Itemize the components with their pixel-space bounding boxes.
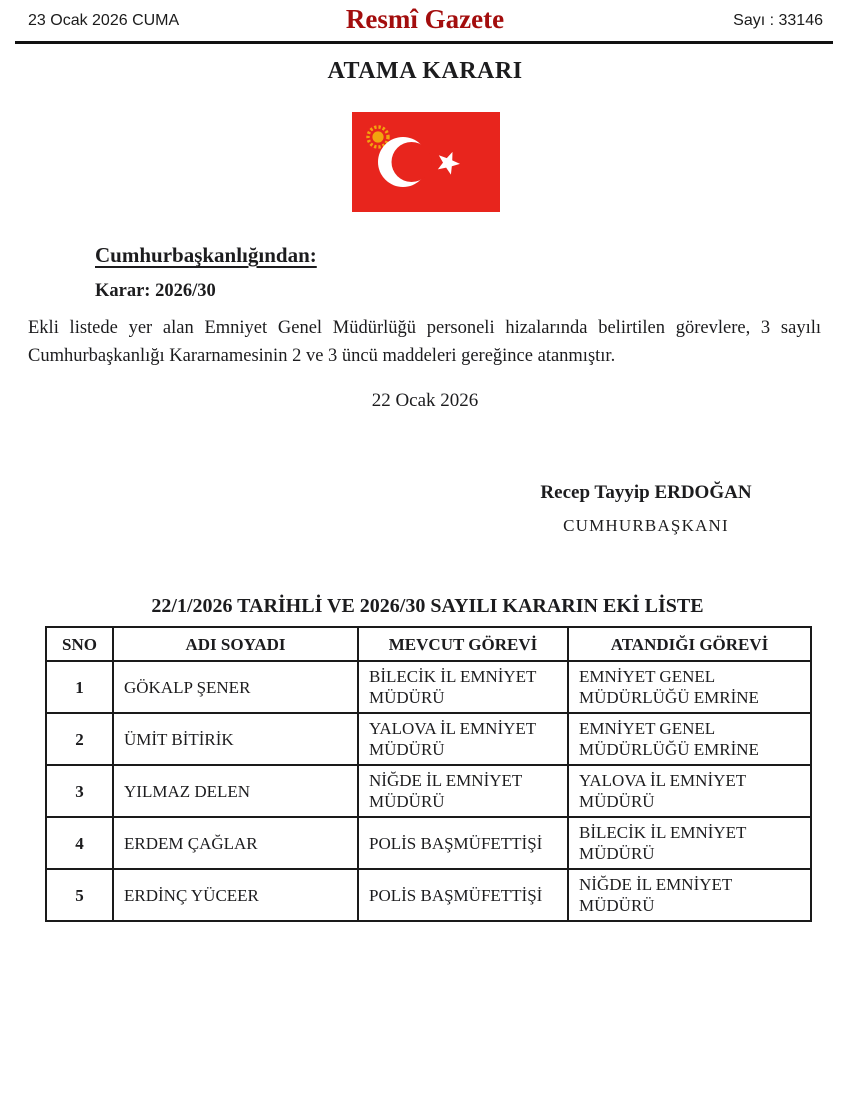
cell-assigned-duty: EMNİYET GENEL MÜDÜRLÜĞÜ EMRİNE xyxy=(568,713,811,765)
annex-table-title: 22/1/2026 TARİHLİ VE 2026/30 SAYILI KARARIN EKİ LİSTE xyxy=(151,595,704,617)
cell-current-duty: POLİS BAŞMÜFETTİŞİ xyxy=(358,869,568,921)
signatory-name: Recep Tayyip ERDOĞAN xyxy=(540,482,752,503)
annex-table xyxy=(45,626,812,922)
decree-heading: ATAMA KARARI xyxy=(327,58,523,84)
masthead-title: Resmî Gazete xyxy=(345,4,505,34)
cell-current-duty: BİLECİK İL EMNİYET MÜDÜRÜ xyxy=(358,661,568,713)
cell-name: ERDEM ÇAĞLAR xyxy=(113,817,358,869)
cell-sno: 1 xyxy=(46,661,113,713)
masthead-issue-number: Sayı : 33146 xyxy=(733,12,823,29)
decree-body-text: Ekli listede yer alan Emniyet Genel Müdürlüğü personeli hizalarında belirtilen görevlere, 3 sayılı Cumhurbaşkanlığı Kararnamesinin 2 ve 3 üncü maddeleri gereğince atanmıştır. xyxy=(28,318,821,366)
table-row xyxy=(46,661,811,713)
cell-sno: 3 xyxy=(46,765,113,817)
cell-sno: 5 xyxy=(46,869,113,921)
cell-assigned-duty: EMNİYET GENEL MÜDÜRLÜĞÜ EMRİNE xyxy=(568,661,811,713)
cell-name: YILMAZ DELEN xyxy=(113,765,358,817)
decision-date: 22 Ocak 2026 xyxy=(371,390,479,411)
cell-assigned-duty: YALOVA İL EMNİYET MÜDÜRÜ xyxy=(568,765,811,817)
cell-sno: 4 xyxy=(46,817,113,869)
flag-svg xyxy=(352,112,500,212)
column-header: ADI SOYADI xyxy=(113,627,358,661)
cell-current-duty: YALOVA İL EMNİYET MÜDÜRÜ xyxy=(358,713,568,765)
table-header-row xyxy=(46,627,811,661)
annex-table-body xyxy=(46,661,811,921)
turkish-presidential-flag-icon xyxy=(352,112,500,212)
cell-name: ÜMİT BİTİRİK xyxy=(113,713,358,765)
table-row xyxy=(46,869,811,921)
cell-assigned-duty: NİĞDE İL EMNİYET MÜDÜRÜ xyxy=(568,869,811,921)
cell-name: ERDİNÇ YÜCEER xyxy=(113,869,358,921)
cell-sno: 2 xyxy=(46,713,113,765)
cell-current-duty: POLİS BAŞMÜFETTİŞİ xyxy=(358,817,568,869)
cell-current-duty: NİĞDE İL EMNİYET MÜDÜRÜ xyxy=(358,765,568,817)
table-row xyxy=(46,713,811,765)
column-header: MEVCUT GÖREVİ xyxy=(358,627,568,661)
issuing-authority: Cumhurbaşkanlığından: xyxy=(95,243,317,267)
signatory-title: CUMHURBAŞKANI xyxy=(563,516,729,535)
table-row xyxy=(46,765,811,817)
column-header: SNO xyxy=(46,627,113,661)
cell-assigned-duty: BİLECİK İL EMNİYET MÜDÜRÜ xyxy=(568,817,811,869)
table-row xyxy=(46,817,811,869)
signature-block xyxy=(500,482,792,536)
decision-number: Karar: 2026/30 xyxy=(95,281,216,301)
column-header: ATANDIĞI GÖREVİ xyxy=(568,627,811,661)
masthead-date: 23 Ocak 2026 CUMA xyxy=(28,12,180,29)
cell-name: GÖKALP ŞENER xyxy=(113,661,358,713)
masthead-divider xyxy=(15,41,833,44)
